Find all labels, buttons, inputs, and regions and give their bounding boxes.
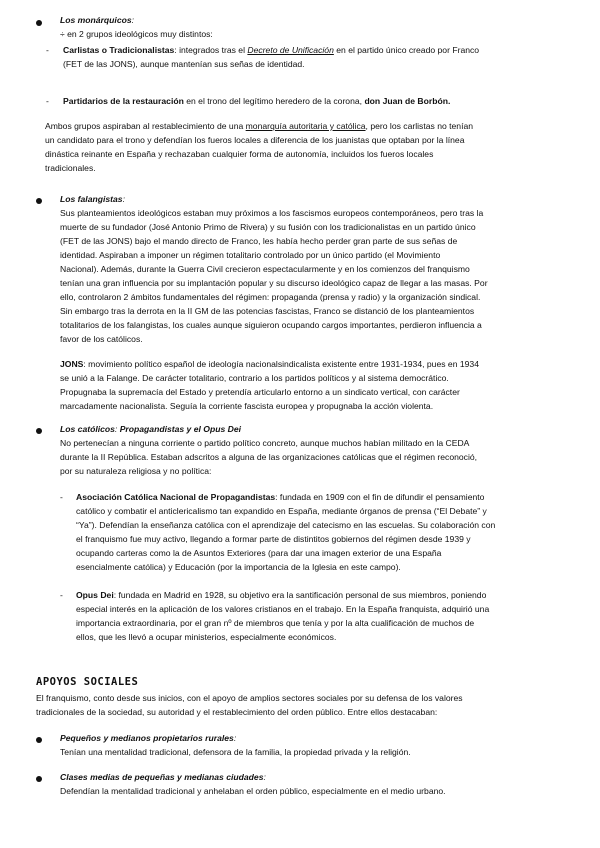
catolicos-line: durante la II República. Estaban adscritos a alguna de las organizaciones católicas que el régimen reconoció, bbox=[60, 452, 478, 462]
falangistas-line: muerte de su fundador (José Antonio Primo de Rivera) y su fusión con los tradicionalistas en un partido único bbox=[60, 222, 476, 232]
heading-text: Pequeños y medianos propietarios rurales bbox=[60, 733, 234, 743]
carlistas-text-b: en el partido único creado por Franco bbox=[333, 45, 480, 55]
falangistas-line: Nacional). Además, durante la Guerra Civil crecieron espectacularmente y en los comienzos del franquismo bbox=[60, 264, 470, 274]
acnp-line: católico y combatir el anticlericalismo tan expandido en España, mediante órganos de prensa (“El Debate” y bbox=[76, 506, 487, 516]
monarquicos-heading bbox=[60, 14, 600, 27]
heading-colon: : bbox=[122, 194, 125, 204]
catolicos-heading bbox=[60, 423, 600, 436]
opus-line: importancia extraordinaria, por el gran nº de miembros que tenía y por la alta cualificación de muchos de bbox=[76, 618, 475, 628]
heading-text: Los católicos bbox=[60, 424, 115, 434]
para-line: dinástica reinante en España y rechazaban cualquier forma de autonomía, incluidos los fueros locales bbox=[45, 149, 434, 159]
acnp-line: el franquismo fue muy activo, llegando a formar parte de distintitos gobiernos del régimen desde 1939 y bbox=[76, 534, 471, 544]
bullet-marker bbox=[36, 198, 42, 204]
bullet-marker bbox=[36, 737, 42, 743]
falangistas-line: totalitarios de los falangistas, los cuales aunque siguieron ocupando cargos importantes, perdieron influencia a bbox=[60, 320, 482, 330]
monarquicos-paragraph bbox=[45, 120, 600, 133]
restauracion-text: en el trono del legítimo heredero de la corona, bbox=[183, 96, 365, 106]
jons-text: : movimiento político español de ideología nacionalsindicalista existente entre 1931-1934, pues en 1934 bbox=[83, 359, 479, 369]
clases-medias-heading bbox=[60, 771, 600, 784]
falangistas-line: favor de los católicos. bbox=[60, 334, 143, 344]
carlistas-text-a: : integrados tras el bbox=[174, 45, 248, 55]
bullet-marker bbox=[36, 428, 42, 434]
falangistas-line: Sin embargo tras la derrota en la II GM de las potencias fascistas, Franco se distanció de los planteamientos bbox=[60, 306, 475, 316]
apoyos-line: tradicionales de la sociedad, su autoridad y el restablecimiento del orden público. Entre ellos destacaban: bbox=[36, 707, 438, 717]
carlistas-item bbox=[63, 44, 600, 57]
propietarios-heading bbox=[60, 732, 600, 745]
falangistas-line: tenían una gran influencia por su implantación popular y su discurso ideológico capaz de llegar a las masas. Por bbox=[60, 278, 488, 288]
dash-marker: - bbox=[46, 96, 49, 106]
falangistas-line: ello, controlaron 2 ámbitos fundamentales del régimen: propaganda (prensa y radio) y la organización sindical. bbox=[60, 292, 481, 302]
acnp-label: Asociación Católica Nacional de Propagandistas bbox=[76, 492, 276, 502]
acnp-line: esencialmente católica) y Educación (por la importancia de la Iglesia en este campo). bbox=[76, 562, 401, 572]
acnp-text: : fundada en 1909 con el fin de difundir el pensamiento bbox=[275, 492, 485, 502]
opus-item bbox=[76, 589, 600, 602]
juan-borbon: don Juan de Borbón. bbox=[364, 96, 451, 106]
restauracion-item bbox=[63, 95, 600, 108]
para-text-a: Ambos grupos aspiraban al restablecimiento de una bbox=[45, 121, 246, 131]
dash-marker: - bbox=[46, 45, 49, 55]
decree-link: Decreto de Unificación bbox=[247, 45, 334, 55]
jons-paragraph bbox=[60, 358, 600, 371]
jons-label: JONS bbox=[60, 359, 84, 369]
falangistas-heading bbox=[60, 193, 600, 206]
carlistas-line2: (FET de las JONS), aunque mantenían sus señas de identidad. bbox=[63, 59, 305, 69]
acnp-line: “Ya”). Defendían la enseñanza católica con el aprendizaje del catecismo en las escuelas. Su colaboración con bbox=[76, 520, 496, 530]
heading-text: Los falangistas bbox=[60, 194, 123, 204]
jons-line: marcadamente nacionalista. Seguía la corriente fascista europea y propugnaba la acción violenta. bbox=[60, 401, 434, 411]
falangistas-line: identidad. Aspiraban a imponer un régimen totalitario controlado por un único partido (el Movimiento bbox=[60, 250, 441, 260]
para-underlined: monarquía autoritaria y católica bbox=[245, 121, 366, 131]
falangistas-line: Sus planteamientos ideológicos estaban muy próximos a los fascismos europeos contemporáneos, pero tras la bbox=[60, 208, 484, 218]
heading-colon: : bbox=[233, 733, 237, 743]
acnp-item bbox=[76, 491, 600, 504]
catolicos-line: No pertenecían a ninguna corriente o partido político concreto, aunque muchos habían militado en la CEDA bbox=[60, 438, 470, 448]
jons-line: se unió a la Falange. De carácter totalitario, contrario a los partidos políticos y al sistema democrático. bbox=[60, 373, 449, 383]
falangistas-line: (FET de las JONS) bajo el mando directo de Franco, les había hecho perder gran parte de sus señas de bbox=[60, 236, 458, 246]
para-line: tradicionales. bbox=[45, 163, 96, 173]
opus-line: ellos, que les llevó a ocupar ministerios, especialmente económicos. bbox=[76, 632, 337, 642]
opus-label: Opus Dei bbox=[76, 590, 114, 600]
apoyos-line: El franquismo, conto desde sus inicios, con el apoyo de amplios sectores sociales por su defensa de los valores bbox=[36, 693, 463, 703]
carlistas-label: Carlistas o Tradicionalistas bbox=[63, 45, 175, 55]
heading-colon: : bbox=[114, 424, 120, 434]
dash-marker: - bbox=[60, 492, 63, 502]
opus-line: especial interés en la aplicación de los valores cristianos en el trabajo. En la España franquista, adquirió una bbox=[76, 604, 490, 614]
section-title: APOYOS SOCIALES bbox=[36, 676, 139, 688]
catolicos-line: por su naturaleza religiosa y no política: bbox=[60, 466, 212, 476]
heading-text: Los monárquicos bbox=[60, 15, 132, 25]
jons-line: Propugnaba la supremacía del Estado y pretendía articularlo entorno a un sindicato vertical, con carácter bbox=[60, 387, 460, 397]
bullet-marker bbox=[36, 20, 42, 26]
restauracion-label: Partidarios de la restauración bbox=[63, 96, 184, 106]
dash-marker: - bbox=[60, 590, 63, 600]
monarquicos-sub: ÷ en 2 grupos ideológicos muy distintos: bbox=[60, 29, 213, 39]
para-line: un candidato para el trono y defendían los fueros locales a diferencia de los juanistas que optaban por la línea bbox=[45, 135, 465, 145]
heading-text-2: Propagandistas y el Opus Dei bbox=[119, 424, 242, 434]
clases-medias-text: Defendían la mentalidad tradicional y anhelaban el orden público, especialmente en el medio urbano. bbox=[60, 786, 446, 796]
propietarios-text: Tenían una mentalidad tradicional, defensora de la familia, la propiedad privada y la religión. bbox=[60, 747, 411, 757]
opus-text: : fundada en Madrid en 1928, su objetivo era la santificación personal de sus miembros, poniendo bbox=[113, 590, 487, 600]
para-text-b: , pero los carlistas no tenían bbox=[365, 121, 474, 131]
acnp-line: ocupando carteras como la de Asuntos Exteriores (para dar una imagen exterior de una España bbox=[76, 548, 442, 558]
heading-text: Clases medias de pequeñas y medianas ciudades bbox=[60, 772, 264, 782]
bullet-marker bbox=[36, 776, 42, 782]
heading-colon: : bbox=[263, 772, 266, 782]
heading-colon: : bbox=[131, 15, 135, 25]
